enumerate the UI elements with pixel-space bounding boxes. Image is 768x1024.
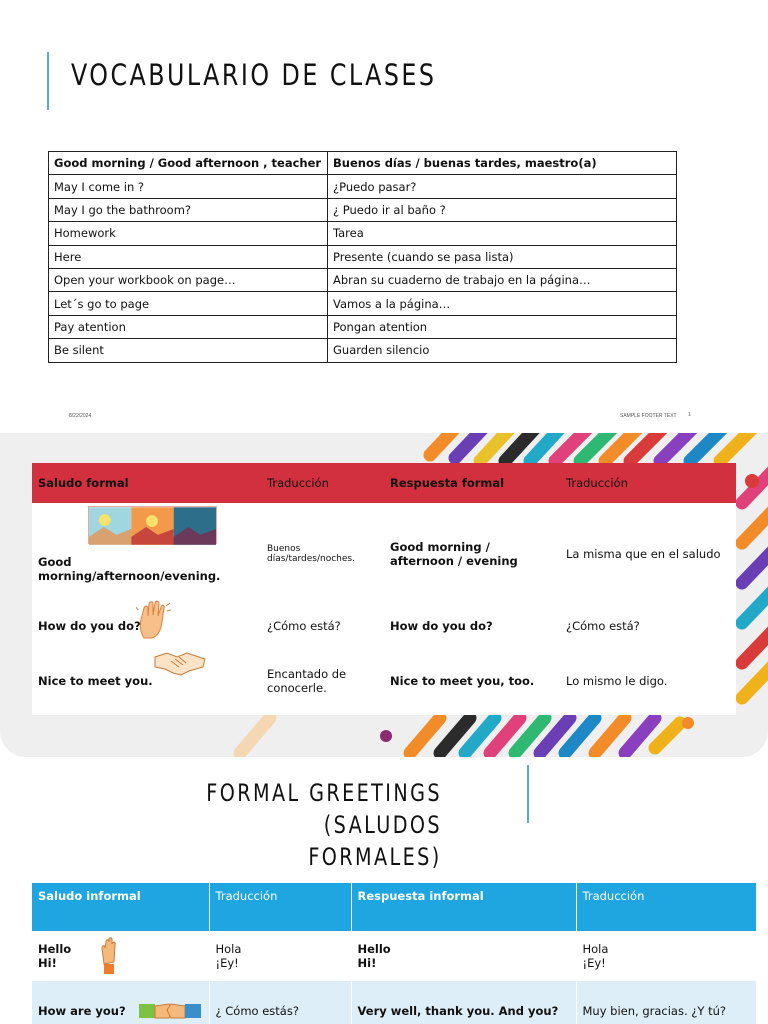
header-saludo-formal: Saludo formal	[32, 463, 261, 503]
footer-text: SAMPLE FOOTER TEXT	[620, 413, 677, 419]
section-title-line1: FORMAL GREETINGS (SALUDOS	[206, 779, 442, 839]
traduccion-cell: ¿Cómo está?	[267, 618, 341, 633]
header-traduccion-2: Traducción	[576, 883, 757, 931]
table-row	[32, 604, 736, 647]
header-traduccion: Traducción	[209, 883, 351, 931]
title-accent-bar	[47, 52, 49, 110]
saludo-text: How do you do?	[38, 618, 141, 633]
traduccion-text: Hola	[215, 942, 242, 956]
table-row	[32, 647, 736, 715]
table-row	[49, 222, 677, 245]
table-row	[49, 152, 677, 175]
table-cell-en: Pay atention	[49, 315, 328, 338]
table-cell-es: Buenos días / buenas tardes, maestro(a)	[328, 152, 677, 175]
table-row	[49, 198, 677, 221]
table-row	[49, 292, 677, 315]
traduccion-cell: ¿ Cómo estás?	[209, 981, 351, 1024]
respuesta-text: Hi!	[357, 956, 377, 970]
traduccion-cell	[209, 931, 351, 981]
table-cell-es: Tarea	[328, 222, 677, 245]
slide-vocabulario	[0, 0, 768, 432]
table-row	[32, 981, 757, 1024]
table-cell-en: Homework	[49, 222, 328, 245]
traduccion-cell: Encantado de conocerle.	[267, 667, 347, 695]
table-header-row	[32, 463, 736, 503]
saludo-text: Nice to meet you.	[38, 674, 153, 688]
section-title	[110, 777, 442, 873]
saludo-cell	[32, 604, 261, 647]
traduccion-cell-2: La misma que en el saludo	[566, 546, 721, 561]
saludo-text: Good morning/afternoon/evening.	[38, 554, 221, 583]
vocabulary-table	[48, 151, 677, 363]
respuesta-cell: Nice to meet you, too.	[390, 674, 535, 688]
table-cell-es: Pongan atention	[328, 315, 677, 338]
waving-hand-icon	[136, 600, 172, 640]
respuesta-cell	[351, 931, 576, 981]
slide-formal-greetings	[0, 433, 768, 757]
clapping-hands-icon	[139, 1000, 201, 1022]
table-cell-en: Good morning / Good afternoon , teacher	[49, 152, 328, 175]
table-cell-es: Presente (cuando se pasa lista)	[328, 245, 677, 268]
informal-greetings-table	[32, 883, 757, 1024]
formal-greetings-table	[32, 463, 736, 715]
footer-date: 8/22/2024	[69, 413, 92, 419]
saludo-text: Hello	[38, 942, 72, 956]
table-cell-en: Let´s go to page	[49, 292, 328, 315]
table-cell-en: May I go the bathroom?	[49, 198, 328, 221]
saludo-cell	[32, 647, 261, 715]
header-traduccion-2: Traducción	[560, 463, 736, 503]
table-row	[49, 268, 677, 291]
table-cell-es: ¿Puedo pasar?	[328, 175, 677, 198]
table-cell-en: Be silent	[49, 339, 328, 362]
header-respuesta-informal: Respuesta informal	[351, 883, 576, 931]
saludo-cell	[32, 503, 261, 604]
respuesta-cell: Good morning / afternoon / evening	[390, 539, 518, 568]
header-traduccion: Traducción	[261, 463, 384, 503]
table-row	[49, 339, 677, 362]
saludo-cell	[32, 981, 209, 1024]
table-row	[32, 503, 736, 604]
saludo-cell	[32, 931, 209, 981]
table-cell-en: Open your workbook on page…	[49, 268, 328, 291]
table-cell-es: Vamos a la página…	[328, 292, 677, 315]
table-cell-es: Abran su cuaderno de trabajo en la página…	[328, 268, 677, 291]
table-cell-en: Here	[49, 245, 328, 268]
traduccion-text: Hola	[582, 942, 609, 956]
table-header-row	[32, 883, 757, 931]
traduccion-cell-2: ¿Cómo está?	[566, 618, 640, 633]
section-title-line2: FORMALES)	[308, 843, 442, 871]
table-row	[32, 931, 757, 981]
sun-landscape-icon	[88, 506, 217, 544]
page-number: 1	[688, 412, 691, 418]
traduccion-text: ¡Ey!	[582, 956, 606, 970]
traduccion-cell: Buenos días/tardes/noches.	[267, 543, 355, 564]
table-row	[49, 315, 677, 338]
table-cell-es: Guarden silencio	[328, 339, 677, 362]
traduccion-text: ¡Ey!	[215, 956, 239, 970]
handshake-icon	[153, 645, 207, 679]
traduccion-cell-2	[576, 931, 757, 981]
header-saludo-informal: Saludo informal	[32, 883, 209, 931]
saludo-text: How are you?	[38, 1004, 126, 1018]
page-title: VOCABULARIO DE CLASES	[71, 58, 437, 92]
header-respuesta-formal: Respuesta formal	[384, 463, 560, 503]
respuesta-text: Hello	[357, 942, 391, 956]
saludo-text: Hi!	[38, 956, 57, 970]
respuesta-cell: How do you do?	[390, 618, 493, 633]
table-cell-en: May I come in ?	[49, 175, 328, 198]
table-cell-es: ¿ Puedo ir al baño ?	[328, 198, 677, 221]
traduccion-cell-2: Muy bien, gracias. ¿Y tú?	[576, 981, 757, 1024]
raised-hand-icon	[98, 936, 120, 976]
table-row	[49, 175, 677, 198]
traduccion-cell-2: Lo mismo le digo.	[566, 674, 668, 688]
respuesta-cell: Very well, thank you. And you?	[351, 981, 576, 1024]
title-accent-bar	[527, 765, 529, 823]
table-row	[49, 245, 677, 268]
